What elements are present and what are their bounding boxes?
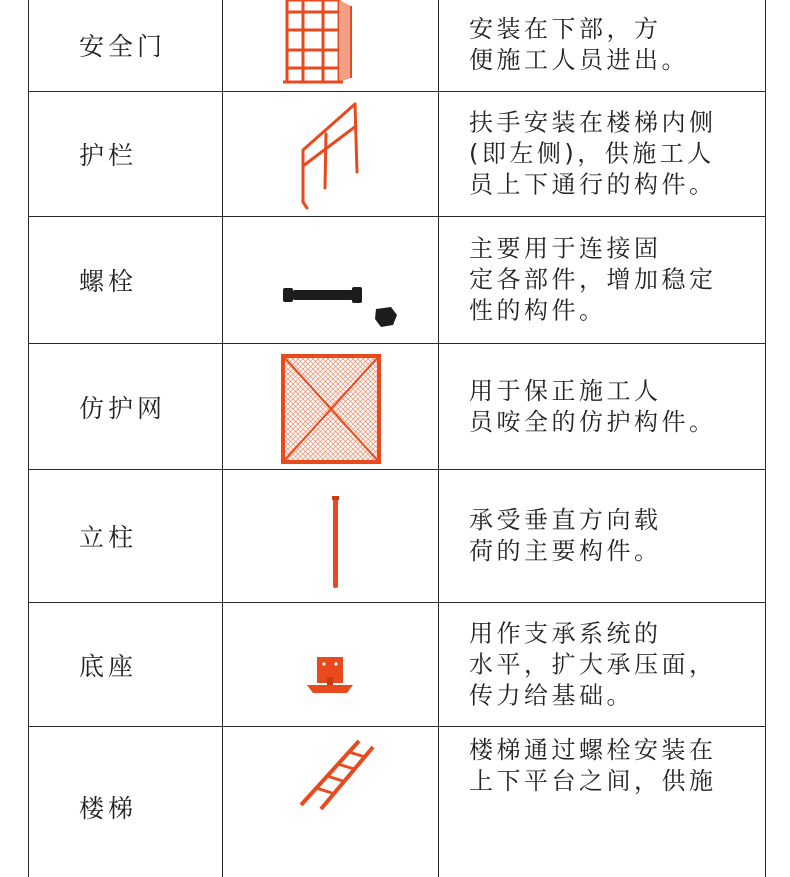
component-description: 用作支承系统的 水平，扩大承压面， 传力给基础。 (469, 619, 717, 709)
table-row (29, 344, 765, 470)
component-image-cell (223, 92, 439, 216)
component-description-cell (439, 92, 765, 216)
bolt-icon (223, 217, 439, 343)
component-description-cell (439, 727, 765, 877)
component-name: 护栏 (79, 141, 138, 170)
component-name-cell (29, 470, 223, 602)
component-name-cell (29, 217, 223, 343)
component-name-cell (29, 603, 223, 726)
component-image-cell (223, 603, 439, 726)
table-row (29, 603, 765, 727)
component-description: 扶手安装在楼梯内侧 (即左侧)，供施工人 员上下通行的构件。 (469, 108, 717, 199)
column-post-icon (223, 470, 439, 602)
component-description-cell (439, 344, 765, 469)
base-plate-icon (223, 603, 439, 726)
component-description-cell (439, 217, 765, 343)
component-name: 仿护网 (79, 393, 167, 423)
table-row (29, 217, 765, 344)
component-description: 主要用于连接固 定各部件，增加稳定 性的构件。 (469, 234, 717, 325)
component-description-cell (439, 603, 765, 726)
table-row (29, 727, 765, 877)
component-image-cell (223, 217, 439, 343)
component-name-cell (29, 344, 223, 469)
component-table (28, 0, 766, 877)
component-description: 楼梯通过螺栓安装在 上下平台之间，供施 (469, 736, 717, 795)
component-image-cell (223, 727, 439, 877)
component-name: 楼梯 (79, 794, 138, 823)
table-row (29, 470, 765, 603)
component-name: 螺栓 (79, 267, 138, 296)
stair-icon (223, 727, 439, 877)
table-row (29, 92, 765, 217)
component-description-cell (439, 0, 765, 91)
protective-net-icon (223, 344, 439, 469)
component-description: 承受垂直方向载 荷的主要构件。 (469, 506, 662, 565)
component-description: 安装在下部，方 便施工人员进出。 (469, 14, 689, 74)
component-name-cell (29, 92, 223, 216)
component-description: 用于保正施工人 员咹全的仿护构件。 (469, 376, 717, 436)
component-name: 底座 (79, 651, 138, 681)
component-name: 立柱 (79, 523, 138, 552)
component-name-cell (29, 727, 223, 877)
component-description-cell (439, 470, 765, 602)
component-name: 安全门 (79, 31, 167, 61)
component-image-cell (223, 344, 439, 469)
component-name-cell (29, 0, 223, 91)
safety-door-icon (223, 0, 439, 91)
table-row (29, 0, 765, 92)
component-image-cell (223, 470, 439, 602)
guardrail-icon (223, 92, 439, 216)
component-image-cell (223, 0, 439, 91)
